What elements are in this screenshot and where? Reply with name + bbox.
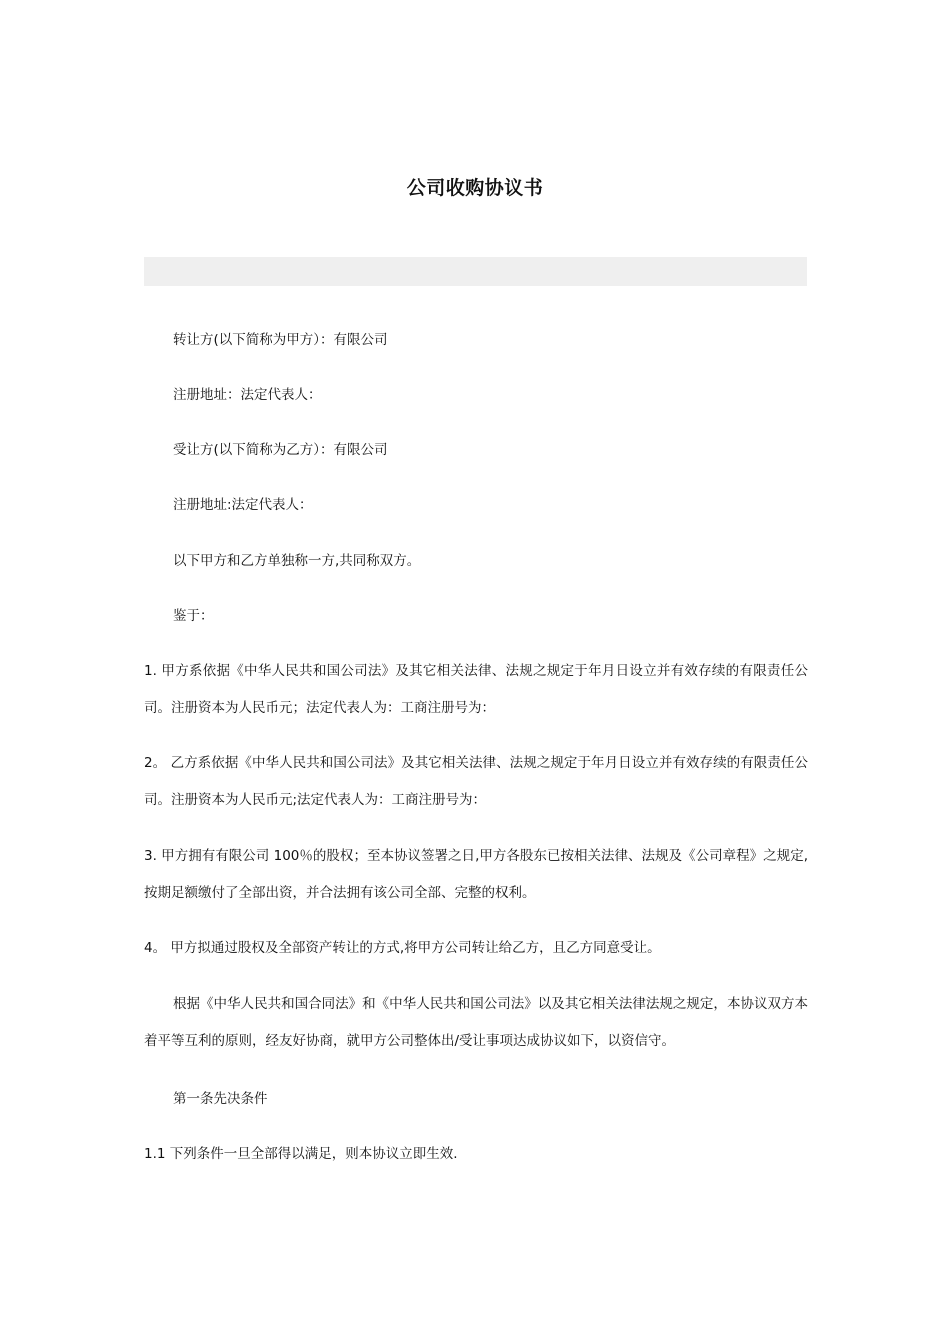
party-b-address-line: 注册地址:法定代表人： [173, 497, 313, 513]
recital-item-2: 2。 乙方系依据《中华人民共和国公司法》及其它相关法律、法规之规定于年月日设立并有效存续的有限责任公司。注册资本为人民币元;法定代表人为：工商注册号为： [144, 755, 808, 808]
recital-item-1: 1. 甲方系依据《中华人民共和国公司法》及其它相关法律、法规之规定于年月日设立并有效存续的有限责任公司。注册资本为人民币元；法定代表人为：工商注册号为： [144, 663, 808, 716]
party-a-line: 转让方(以下简称为甲方）：有限公司 [173, 332, 388, 348]
parties-definition: 以下甲方和乙方单独称一方,共同称双方。 [173, 553, 421, 569]
recital-item-3: 3. 甲方拥有有限公司 100％的股权；至本协议签署之日,甲方各股东已按相关法律、法规及《公司章程》之规定,按期足额缴付了全部出资，并合法拥有该公司全部、完整的权利。 [144, 848, 808, 901]
clause-1-1: 1.1 下列条件一旦全部得以满足，则本协议立即生效. [144, 1146, 458, 1162]
party-b-line: 受让方(以下简称为乙方）：有限公司 [173, 442, 388, 458]
whereas-heading: 鉴于： [173, 608, 214, 624]
party-a-address-line: 注册地址：法定代表人： [173, 387, 322, 403]
recital-item-4: 4。 甲方拟通过股权及全部资产转让的方式,将甲方公司转让给乙方，且乙方同意受让。 [144, 940, 661, 956]
agreement-basis: 根据《中华人民共和国合同法》和《中华人民共和国公司法》以及其它相关法律法规之规定，本协议双方本着平等互利的原则，经友好协商，就甲方公司整体出/受让事项达成协议如下，以资信守。 [144, 996, 808, 1049]
document-title: 公司收购协议书 [406, 177, 544, 199]
article-1-heading: 第一条先决条件 [173, 1091, 268, 1107]
shaded-bar [144, 257, 807, 286]
